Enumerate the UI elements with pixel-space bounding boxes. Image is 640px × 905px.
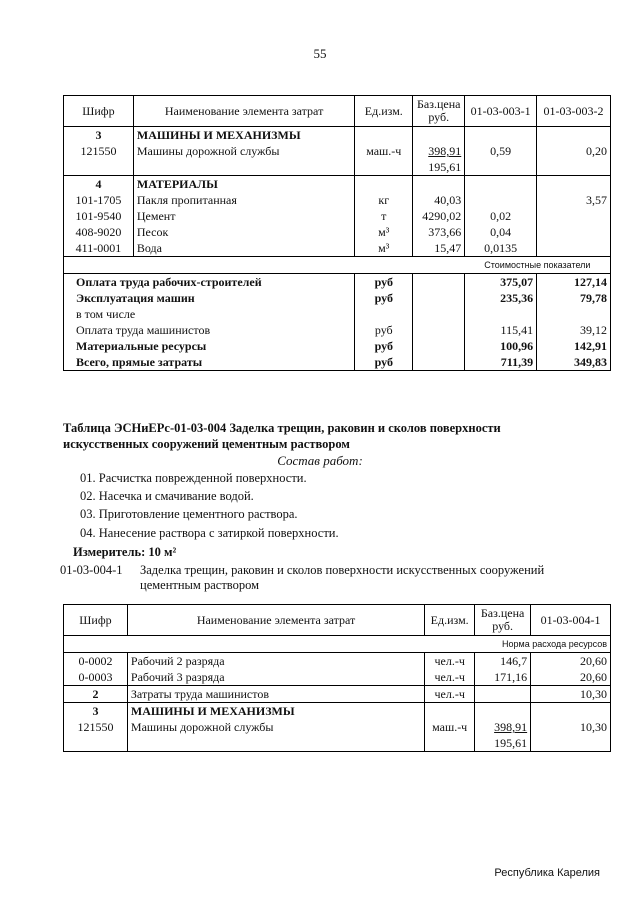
row-value <box>537 208 611 224</box>
norm-header: Норма расхода ресурсов <box>475 636 611 653</box>
header-cell: Шифр <box>64 96 134 127</box>
row-name: Рабочий 2 разряда <box>127 653 424 670</box>
row-price: 373,66 <box>413 224 465 240</box>
section-title: МАШИНЫ И МЕХАНИЗМЫ <box>133 127 354 144</box>
work-item: 01. Расчистка поврежденной поверхности. <box>80 471 307 485</box>
cost-header: Стоимостные показатели <box>465 257 611 274</box>
cost-value: 127,14 <box>537 274 611 291</box>
cost-value: 115,41 <box>465 322 537 338</box>
row-name: Рабочий 3 разряда <box>127 669 424 686</box>
work-item: 04. Нанесение раствора с затиркой поверхности. <box>80 526 339 540</box>
header-cell: Ед.изм. <box>425 605 475 636</box>
row-name: Пакля пропитанная <box>133 192 354 208</box>
cost-unit: руб <box>355 354 413 371</box>
cost-name: Оплата труда рабочих-строителей <box>64 274 355 291</box>
section-code: 4 <box>64 176 134 193</box>
table-header <box>64 96 611 127</box>
row-code: 121550 <box>64 143 134 176</box>
row-unit: чел.-ч <box>425 653 475 670</box>
header-cell: 01-03-003-1 <box>465 96 537 127</box>
section-row <box>64 703 611 720</box>
section-row <box>64 127 611 144</box>
cost-name: Оплата труда машинистов <box>64 322 355 338</box>
row-code: 411-0001 <box>64 240 134 257</box>
row-name: Затраты труда машинистов <box>127 686 424 703</box>
row-name: Машины дорожной службы <box>127 719 424 752</box>
cost-unit: руб <box>355 290 413 306</box>
header-cell: 01-03-004-1 <box>531 605 611 636</box>
table-row <box>64 224 611 240</box>
table-row <box>64 192 611 208</box>
header-cell: Баз.цена руб. <box>413 96 465 127</box>
cost-row <box>64 322 611 338</box>
cost-row <box>64 306 611 322</box>
row-name: Вода <box>133 240 354 257</box>
resource-table-1 <box>63 95 611 371</box>
row-value <box>537 224 611 240</box>
cost-name: в том числе <box>64 306 355 322</box>
row-price: 15,47 <box>413 240 465 257</box>
row-code: 101-9540 <box>64 208 134 224</box>
row-value: 20,60 <box>531 669 611 686</box>
row-unit: чел.-ч <box>425 686 475 703</box>
table-row <box>64 686 611 703</box>
row-unit: м³ <box>355 224 413 240</box>
table-row <box>64 719 611 752</box>
cost-value: 375,07 <box>465 274 537 291</box>
row-price: 171,16 <box>475 669 531 686</box>
cost-value: 142,91 <box>537 338 611 354</box>
works-heading: Состав работ: <box>277 453 363 468</box>
cost-name: Всего, прямые затраты <box>64 354 355 371</box>
row-name: Машины дорожной службы <box>133 143 354 176</box>
row-unit: т <box>355 208 413 224</box>
header-cell: Ед.изм. <box>355 96 413 127</box>
cost-value: 39,12 <box>537 322 611 338</box>
section-title: МАТЕРИАЛЫ <box>133 176 354 193</box>
cost-value: 100,96 <box>465 338 537 354</box>
table-row <box>64 208 611 224</box>
norm-description: Заделка трещин, раковин и сколов поверхности искусственных сооружений цементным раствором <box>140 563 545 592</box>
cost-name: Эксплуатация машин <box>64 290 355 306</box>
cost-row <box>64 338 611 354</box>
row-value: 0,0135 <box>465 240 537 257</box>
cost-name: Материальные ресурсы <box>64 338 355 354</box>
table-title: Таблица ЭСНиЕРс-01-03-004 Заделка трещин, раковин и сколов поверхности искусственных сооружений цементным раствором <box>63 421 501 451</box>
table-row <box>64 653 611 670</box>
cost-value: 79,78 <box>537 290 611 306</box>
section-row <box>64 176 611 193</box>
cost-row <box>64 290 611 306</box>
table-row <box>64 240 611 257</box>
cost-unit: руб <box>355 338 413 354</box>
row-name: Цемент <box>133 208 354 224</box>
meter-label: Измеритель: 10 м² <box>73 545 177 559</box>
row-price: 40,03 <box>413 192 465 208</box>
cost-value: 349,83 <box>537 354 611 371</box>
header-cell: 01-03-003-2 <box>537 96 611 127</box>
cost-row <box>64 354 611 371</box>
section-code: 3 <box>64 127 134 144</box>
row-code: 101-1705 <box>64 192 134 208</box>
row-price: 146,7 <box>475 653 531 670</box>
work-item: 02. Насечка и смачивание водой. <box>80 489 254 503</box>
norm-code: 01-03-004-1 <box>60 563 123 577</box>
row-value: 10,30 <box>531 719 611 752</box>
table-row <box>64 143 611 176</box>
table-row <box>64 669 611 686</box>
row-code: 2 <box>64 686 128 703</box>
norm-header-row <box>64 636 611 653</box>
section-code: 3 <box>64 703 128 720</box>
row-code: 0-0003 <box>64 669 128 686</box>
row-price: 398,91 195,61 <box>475 719 531 752</box>
row-name: Песок <box>133 224 354 240</box>
footer-region: Республика Карелия <box>494 867 600 879</box>
section-title: МАШИНЫ И МЕХАНИЗМЫ <box>127 703 424 720</box>
header-cell: Наименование элемента затрат <box>133 96 354 127</box>
row-value: 0,04 <box>465 224 537 240</box>
row-value <box>465 192 537 208</box>
row-code: 408-9020 <box>64 224 134 240</box>
norm-code-line <box>60 563 580 593</box>
resource-table-2 <box>63 604 611 752</box>
row-value: 20,60 <box>531 653 611 670</box>
row-code: 121550 <box>64 719 128 752</box>
cost-value: 711,39 <box>465 354 537 371</box>
cost-unit: руб <box>355 274 413 291</box>
cost-value: 235,36 <box>465 290 537 306</box>
row-unit: чел.-ч <box>425 669 475 686</box>
row-value: 10,30 <box>531 686 611 703</box>
header-cell: Шифр <box>64 605 128 636</box>
row-unit: маш.-ч <box>355 143 413 176</box>
row-unit: м³ <box>355 240 413 257</box>
row-value <box>537 240 611 257</box>
row-unit: кг <box>355 192 413 208</box>
page-number: 55 <box>313 46 327 61</box>
table-header <box>64 605 611 636</box>
row-value: 3,57 <box>537 192 611 208</box>
row-unit: маш.-ч <box>425 719 475 752</box>
header-cell: Баз.цена руб. <box>475 605 531 636</box>
row-price: 398,91 195,61 <box>413 143 465 176</box>
row-price: 4290,02 <box>413 208 465 224</box>
work-item: 03. Приготовление цементного раствора. <box>80 507 298 521</box>
cost-unit: руб <box>355 322 413 338</box>
cost-row <box>64 274 611 291</box>
row-price <box>475 686 531 703</box>
row-value: 0,59 <box>465 143 537 176</box>
row-value: 0,20 <box>537 143 611 176</box>
cost-header-row <box>64 257 611 274</box>
header-cell: Наименование элемента затрат <box>127 605 424 636</box>
row-value: 0,02 <box>465 208 537 224</box>
row-code: 0-0002 <box>64 653 128 670</box>
